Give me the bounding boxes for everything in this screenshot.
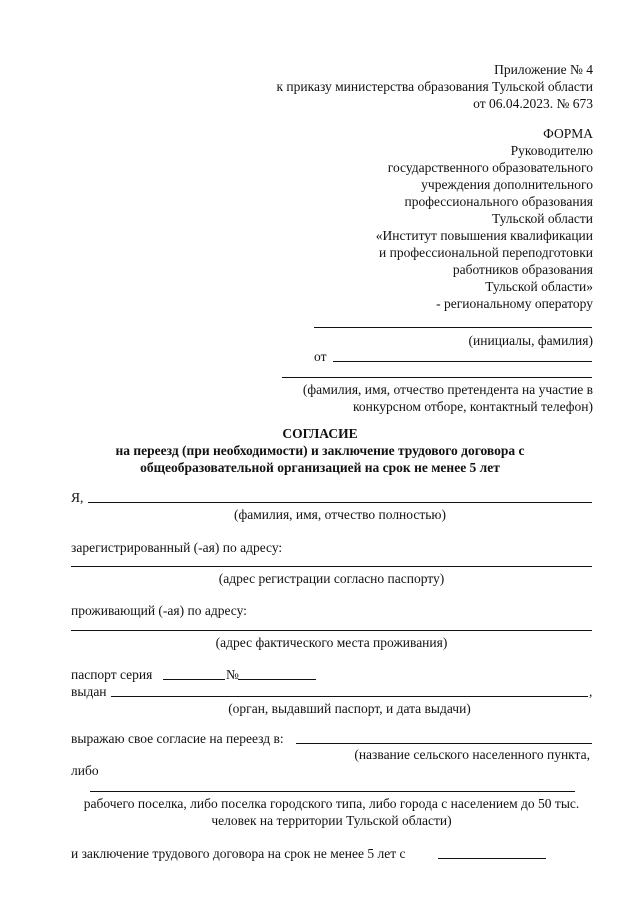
passport-number-label: №	[226, 667, 239, 682]
from-label: от	[314, 349, 327, 364]
applicant-caption: (фамилия, имя, отчество претендента на участие в	[302, 382, 593, 397]
addressee-line: учреждения дополнительного	[421, 177, 593, 192]
living-label: проживающий (-ая) по адресу:	[71, 603, 247, 618]
fio-caption: (фамилия, имя, отчество полностью)	[233, 507, 446, 522]
order-date: от 06.04.2023. № 673	[473, 96, 593, 111]
organization-field[interactable]	[438, 858, 546, 859]
issued-by-field[interactable]	[111, 696, 588, 697]
document-subtitle: на переезд (при необходимости) и заключение трудового договора с	[115, 443, 525, 458]
issued-comma: ,	[589, 684, 593, 699]
passport-number-field[interactable]	[238, 679, 316, 680]
registration-caption: (адрес регистрации согласно паспорту)	[218, 571, 445, 586]
living-caption: (адрес фактического места проживания)	[215, 635, 448, 650]
addressee-line: Тульской области	[492, 211, 593, 226]
or-label: либо	[71, 763, 99, 778]
i-label: Я,	[71, 490, 84, 505]
document-subtitle: общеобразовательной организацией на срок не менее 5 лет	[140, 460, 500, 475]
addressee-line: работников образования	[452, 262, 593, 277]
issued-caption: (орган, выдавший паспорт, и дата выдачи)	[228, 701, 471, 716]
form-label: ФОРМА	[543, 126, 593, 141]
addressee-line: - региональному оператору	[436, 296, 593, 311]
settlement-caption: (название сельского населенного пункта,	[354, 747, 590, 762]
document-title: СОГЛАСИЕ	[282, 426, 358, 441]
registration-address-field[interactable]	[71, 566, 592, 567]
settlement-caption-3: человек на территории Тульской области)	[211, 813, 452, 828]
fio-field[interactable]	[88, 502, 592, 503]
issued-label: выдан	[71, 684, 107, 699]
appendix-number: Приложение № 4	[494, 62, 593, 77]
from-field[interactable]	[333, 361, 592, 362]
settlement-field[interactable]	[296, 743, 592, 744]
from-field-second-line[interactable]	[282, 377, 592, 378]
living-address-field[interactable]	[71, 630, 592, 631]
applicant-caption: конкурсном отборе, контактный телефон)	[352, 399, 593, 414]
addressee-line: Руководителю	[510, 143, 593, 158]
addressee-line: Тульской области»	[485, 279, 593, 294]
contract-label: и заключение трудового договора на срок не менее 5 лет с	[71, 846, 406, 861]
passport-series-label: паспорт серия	[71, 667, 153, 682]
consent-label: выражаю свое согласие на переезд в:	[71, 731, 284, 746]
registered-label: зарегистрированный (-ая) по адресу:	[71, 540, 283, 555]
passport-series-field[interactable]	[163, 679, 225, 680]
initials-field[interactable]	[314, 327, 592, 328]
settlement-field-second-line[interactable]	[90, 791, 575, 792]
order-reference: к приказу министерства образования Тульской области	[276, 79, 593, 94]
initials-caption: (инициалы, фамилия)	[468, 333, 593, 348]
addressee-line: «Институт повышения квалификации	[375, 228, 593, 243]
addressee-line: профессионального образования	[404, 194, 593, 209]
addressee-line: и профессиональной переподготовки	[379, 245, 593, 260]
addressee-line: государственного образовательного	[387, 160, 593, 175]
settlement-caption-2: рабочего поселка, либо поселка городского типа, либо города с населением до 50 тыс.	[83, 796, 580, 811]
